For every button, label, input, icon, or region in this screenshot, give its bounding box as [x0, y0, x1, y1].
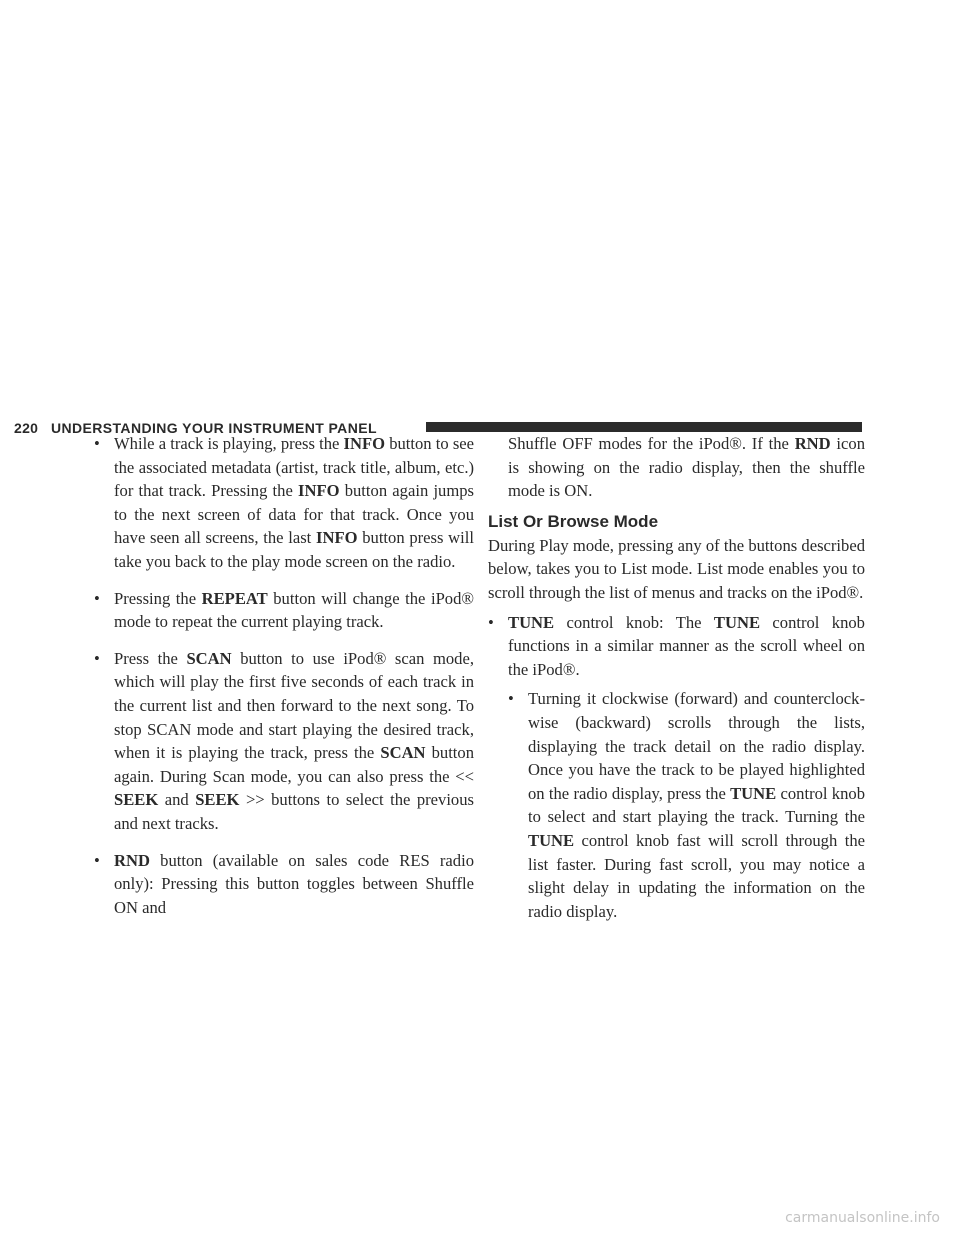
bullet-text: While a track is playing, press the INFO button to see the associated metadata (artist, track title, album, etc.) for that track. Pressing the INFO button again jumps to the next screen of data for that track. Once you have seen all screens, the last INFO button press will take you back to the play mode screen on the radio.: [114, 434, 475, 571]
bullet-icon: •: [94, 434, 100, 453]
section-heading: List Or Browse Mode: [488, 511, 659, 531]
bold-term: RND: [114, 850, 150, 870]
bold-term: TUNE: [730, 783, 777, 803]
bullet-icon: •: [488, 612, 494, 632]
section-title: UNDERSTANDING YOUR INSTRUMENT PANEL: [51, 420, 377, 436]
bullet-text: Press the SCAN button to use iPod® scan mode, which will play the first five seconds of each track in the current list and then forward to the next song. To stop SCAN mode and start playing the desired track, when it is playing the track, press the SCAN button again. During Scan mode, you can also press the << SEEK and SEEK >> buttons to select the previous and next tracks.: [114, 648, 475, 833]
bold-term: SCAN: [380, 743, 426, 763]
bullet-text: Pressing the REPEAT button will change the iPod® mode to repeat the current playing track.: [114, 588, 474, 632]
right-column: [488, 432, 865, 923]
bullet-rnd-button: [94, 849, 474, 920]
bullet-repeat-button: [94, 587, 474, 634]
bullet-icon: •: [94, 850, 100, 870]
bold-term: INFO: [343, 434, 386, 453]
bold-term: TUNE: [508, 612, 555, 632]
bold-term: INFO: [316, 528, 358, 548]
bullet-icon: •: [94, 648, 100, 668]
watermark: carmanualsonline.info: [785, 1210, 940, 1226]
bold-term: SEEK: [195, 790, 240, 810]
bullet-text: TUNE control knob: The TUNE control knob functions in a similar manner as the scroll wheel on the iPod®.: [508, 612, 865, 679]
bullet-tune-knob: [488, 611, 865, 682]
rnd-continuation-text: Shuffle OFF modes for the iPod®. If the RND icon is showing on the radio display, then the shuffle mode is ON.: [508, 434, 866, 501]
page-number: 220: [14, 420, 39, 436]
sub-bullet-tune-turning: [508, 687, 865, 923]
bold-term: REPEAT: [201, 588, 268, 608]
bullet-text: Turning it clockwise (forward) and counterclock-wise (backward) scrolls through the lists, displaying the track detail on the radio display. Once you have the track to be played highlighted on the radio display, press the TUNE control knob to select and start playing the track. Turning the TUNE control knob fast will scroll through the list faster. During fast scroll, you may notice a slight delay in updating the information on the radio display.: [528, 689, 865, 921]
bold-term: SEEK: [114, 790, 159, 810]
list-mode-paragraph: During Play mode, pressing any of the buttons described below, takes you to List mode. List mode enables you to scroll through the list of menus and tracks on the iPod®.: [488, 535, 865, 602]
bold-term: SCAN: [186, 648, 232, 668]
bold-term: INFO: [298, 481, 340, 501]
bullet-icon: •: [94, 588, 100, 608]
bold-term: RND: [794, 434, 831, 453]
bold-term: TUNE: [713, 612, 761, 632]
left-column: [94, 432, 474, 919]
bullet-info-button: [94, 432, 474, 574]
bullet-text: RND button (available on sales code RES radio only): Pressing this button toggles between Shuffle ON and: [114, 850, 474, 917]
bullet-scan-button: [94, 647, 474, 836]
bold-term: TUNE: [528, 830, 575, 850]
header-rule-bar: [426, 422, 862, 432]
bullet-icon: •: [508, 689, 514, 709]
